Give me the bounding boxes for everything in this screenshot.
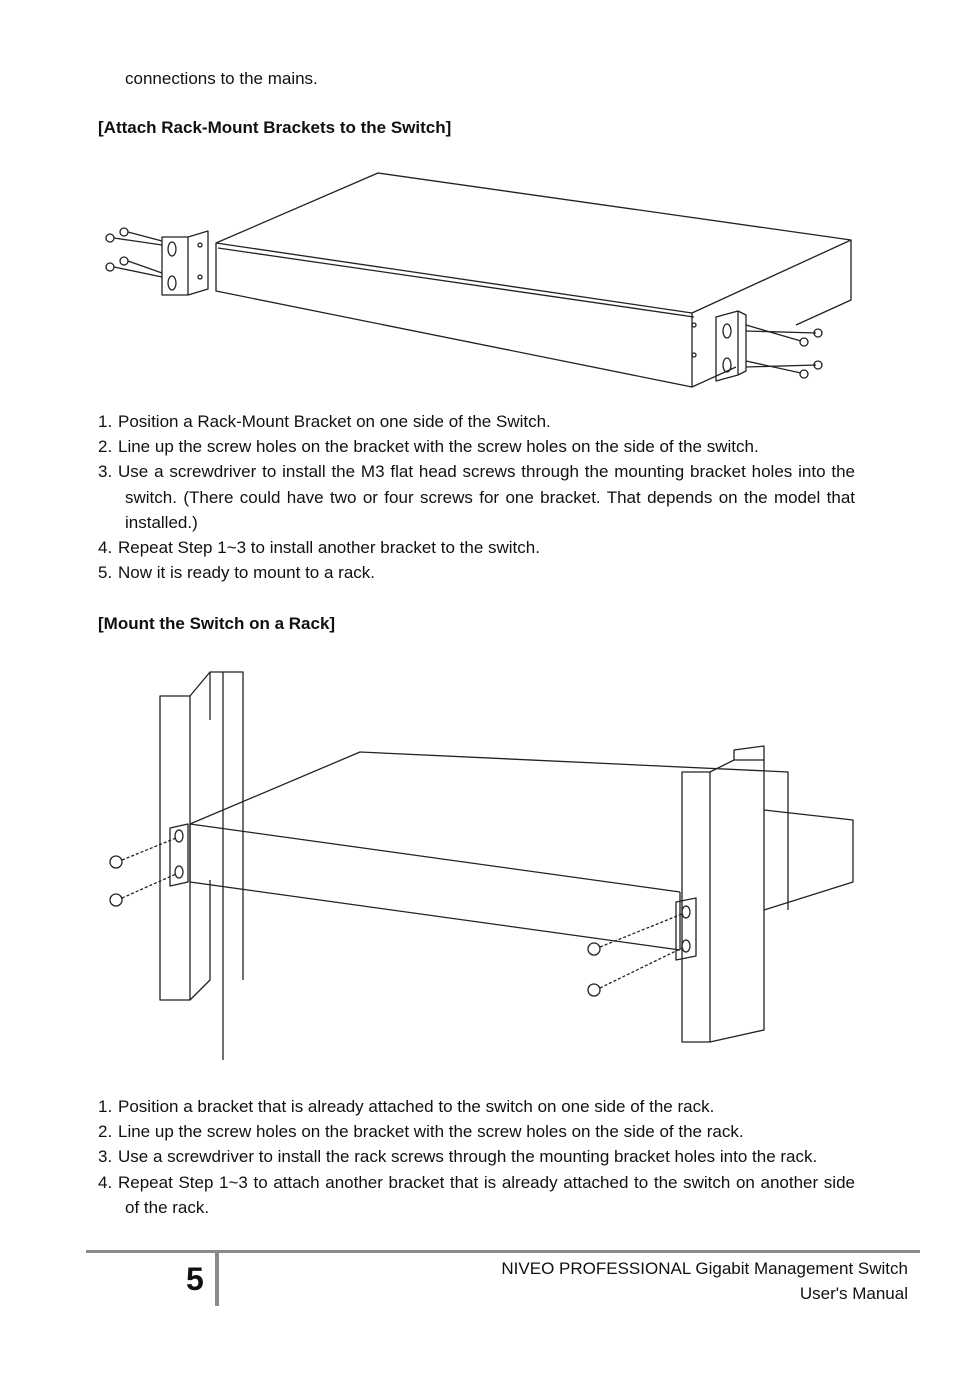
footer-title-line1: NIVEO PROFESSIONAL Gigabit Management Switch: [501, 1259, 908, 1278]
bracket-steps-list: [98, 409, 855, 585]
page-number-divider: [215, 1253, 219, 1306]
page-number: 5: [186, 1261, 204, 1297]
rack-steps-list: [98, 1094, 855, 1220]
list-item: 4. Repeat Step 1~3 to install another bracket to the switch.: [98, 538, 540, 558]
list-item: 1. Position a Rack-Mount Bracket on one side of the Switch.: [98, 412, 551, 431]
footer-title-line2: User's Manual: [799, 1284, 908, 1303]
list-item: 3. Use a screwdriver to install the rack screws through the mounting bracket holes into the rack.: [98, 1147, 818, 1167]
bracket-attach-illustration: [96, 165, 866, 395]
list-item: 2. Line up the screw holes on the bracket with the screw holes on the side of the switch.: [98, 437, 759, 457]
intro-line: connections to the mains.: [125, 69, 318, 88]
list-item: 4. Repeat Step 1~3 to attach another bracket that is already attached to the switch on another side of the rack.: [98, 1172, 855, 1217]
list-item: 3. Use a screwdriver to install the M3 flat head screws through the mounting bracket holes into the switch. (There could have two or four screws for one bracket. That depends on the model that installed.): [98, 462, 855, 532]
section-heading-attach-brackets: [Attach Rack-Mount Brackets to the Switch]: [98, 118, 452, 137]
rack-mount-illustration: [98, 660, 858, 1070]
list-item: 1. Position a bracket that is already attached to the switch on one side of the rack.: [98, 1097, 715, 1116]
footer-title: [501, 1256, 908, 1306]
footer-divider: [86, 1250, 920, 1253]
section-heading-mount-rack: [Mount the Switch on a Rack]: [98, 614, 336, 633]
list-item: 2. Line up the screw holes on the bracket with the screw holes on the side of the rack.: [98, 1122, 744, 1142]
list-item: 5. Now it is ready to mount to a rack.: [98, 563, 375, 583]
